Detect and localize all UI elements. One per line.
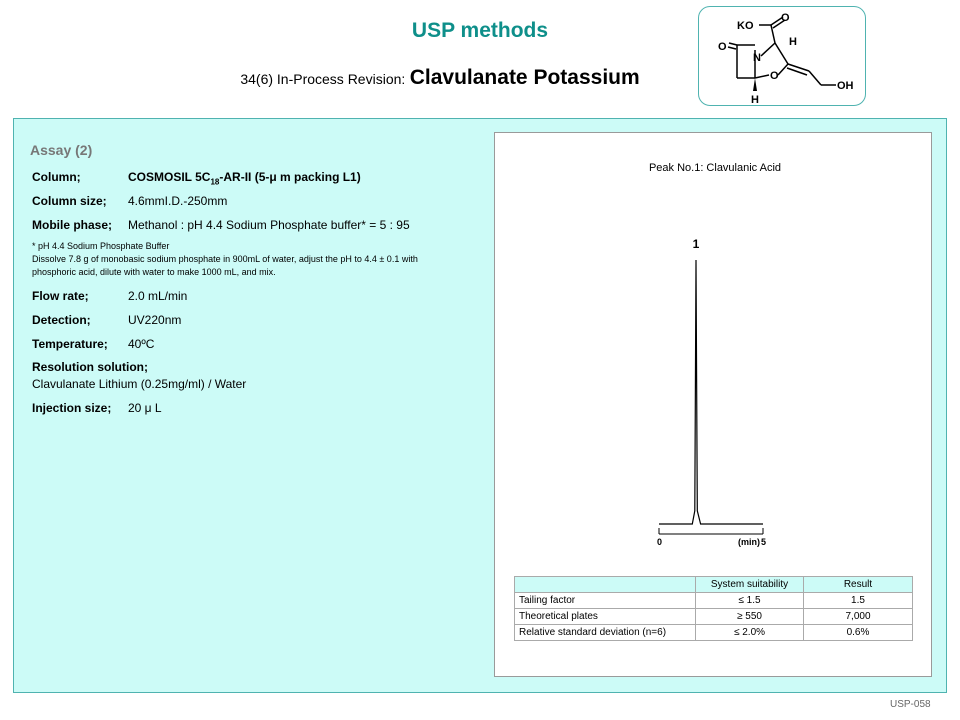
- peak-1-label: 1: [692, 237, 700, 251]
- chromatogram: [645, 228, 775, 548]
- flow-rate-row: [32, 289, 188, 303]
- table-cell: ≤ 2.0%: [696, 625, 804, 641]
- table-cell: 1.5: [804, 593, 913, 609]
- x-axis-end-label: 5: [761, 537, 767, 547]
- hydroxyl-label: OH: [837, 80, 854, 92]
- flow-rate-label: Flow rate;: [32, 289, 89, 303]
- table-header-row: [515, 577, 913, 593]
- table-row: [515, 609, 913, 625]
- chromatogram-title: Peak No.1: Clavulanic Acid: [648, 162, 782, 174]
- buffer-note: [32, 240, 462, 279]
- subtitle-prefix: 34(6) In-Process Revision:: [240, 71, 406, 87]
- column-row: [32, 170, 361, 187]
- column-size-value: 4.6mmI.D.-250mm: [128, 194, 228, 208]
- nitrogen-label: N: [753, 52, 761, 64]
- chemical-structure-diagram: [699, 7, 865, 105]
- flow-rate-value: 2.0 mL/min: [128, 289, 188, 303]
- injection-label: Injection size;: [32, 401, 112, 415]
- temperature-value: 40ºC: [128, 337, 155, 351]
- hydrogen-bottom-label: H: [751, 94, 759, 105]
- table-cell: Relative standard deviation (n=6): [515, 625, 696, 641]
- column-value-rest: -AR-II (5-μ m packing L1): [219, 170, 361, 184]
- table-cell: ≥ 550: [696, 609, 804, 625]
- ketone-oxygen-label: O: [718, 41, 727, 53]
- x-axis-unit-label: (min): [738, 537, 760, 547]
- table-header-result: Result: [804, 577, 913, 593]
- detection-label: Detection;: [32, 313, 91, 327]
- column-size-row: [32, 194, 228, 208]
- table-cell: 7,000: [804, 609, 913, 625]
- column-value: [128, 170, 361, 186]
- acid-oxygen-label: O: [781, 12, 790, 24]
- chromatogram-trace: [659, 260, 763, 524]
- column-value-main: COSMOSIL 5C: [128, 170, 211, 184]
- temperature-row: [32, 337, 155, 351]
- hydrogen-top-label: H: [789, 36, 797, 48]
- method-panel: [13, 118, 947, 693]
- assay-heading: Assay (2): [30, 142, 93, 158]
- table-cell: Theoretical plates: [515, 609, 696, 625]
- table-header-blank: [515, 577, 696, 593]
- column-size-label: Column size;: [32, 194, 107, 208]
- detection-value: UV220nm: [128, 313, 182, 327]
- column-value-subscript: 18: [210, 177, 220, 187]
- table-row: [515, 593, 913, 609]
- structure-box: [698, 6, 866, 106]
- table-cell: 0.6%: [804, 625, 913, 641]
- page-title: USP methods: [411, 19, 549, 42]
- mobile-phase-row: [32, 218, 410, 232]
- subtitle-compound: Clavulanate Potassium: [409, 66, 640, 89]
- table-header-suitability: System suitability: [696, 577, 804, 593]
- injection-value: 20 μ L: [128, 401, 162, 415]
- x-axis-start-label: 0: [657, 537, 663, 547]
- buffer-note-body: Dissolve 7.8 g of monobasic sodium phosphate in 900mL of water, adjust the pH to 4.4 ± 0.1 with phosphoric acid, dilute with water to make 1000 mL, and mix.: [32, 254, 418, 277]
- table-cell: Tailing factor: [515, 593, 696, 609]
- table-cell: ≤ 1.5: [696, 593, 804, 609]
- potassium-salt-label: KO: [737, 20, 754, 32]
- chromatogram-panel: [494, 132, 932, 677]
- table-row: [515, 625, 913, 641]
- ring-oxygen-label: O: [770, 70, 779, 82]
- resolution-value: Clavulanate Lithium (0.25mg/ml) / Water: [32, 377, 247, 391]
- mobile-phase-value: Methanol : pH 4.4 Sodium Phosphate buffer* = 5 : 95: [128, 218, 410, 232]
- page-subtitle: [190, 66, 690, 90]
- slide-code: USP-058: [890, 699, 931, 710]
- column-label: Column;: [32, 170, 81, 184]
- system-suitability-table: [514, 576, 913, 641]
- temperature-label: Temperature;: [32, 337, 108, 351]
- buffer-note-title: * pH 4.4 Sodium Phosphate Buffer: [32, 241, 170, 251]
- detection-row: [32, 313, 182, 327]
- mobile-phase-label: Mobile phase;: [32, 218, 113, 232]
- resolution-label: Resolution solution;: [32, 360, 148, 374]
- injection-row: [32, 401, 162, 415]
- chromatogram-trace-group: [659, 260, 763, 534]
